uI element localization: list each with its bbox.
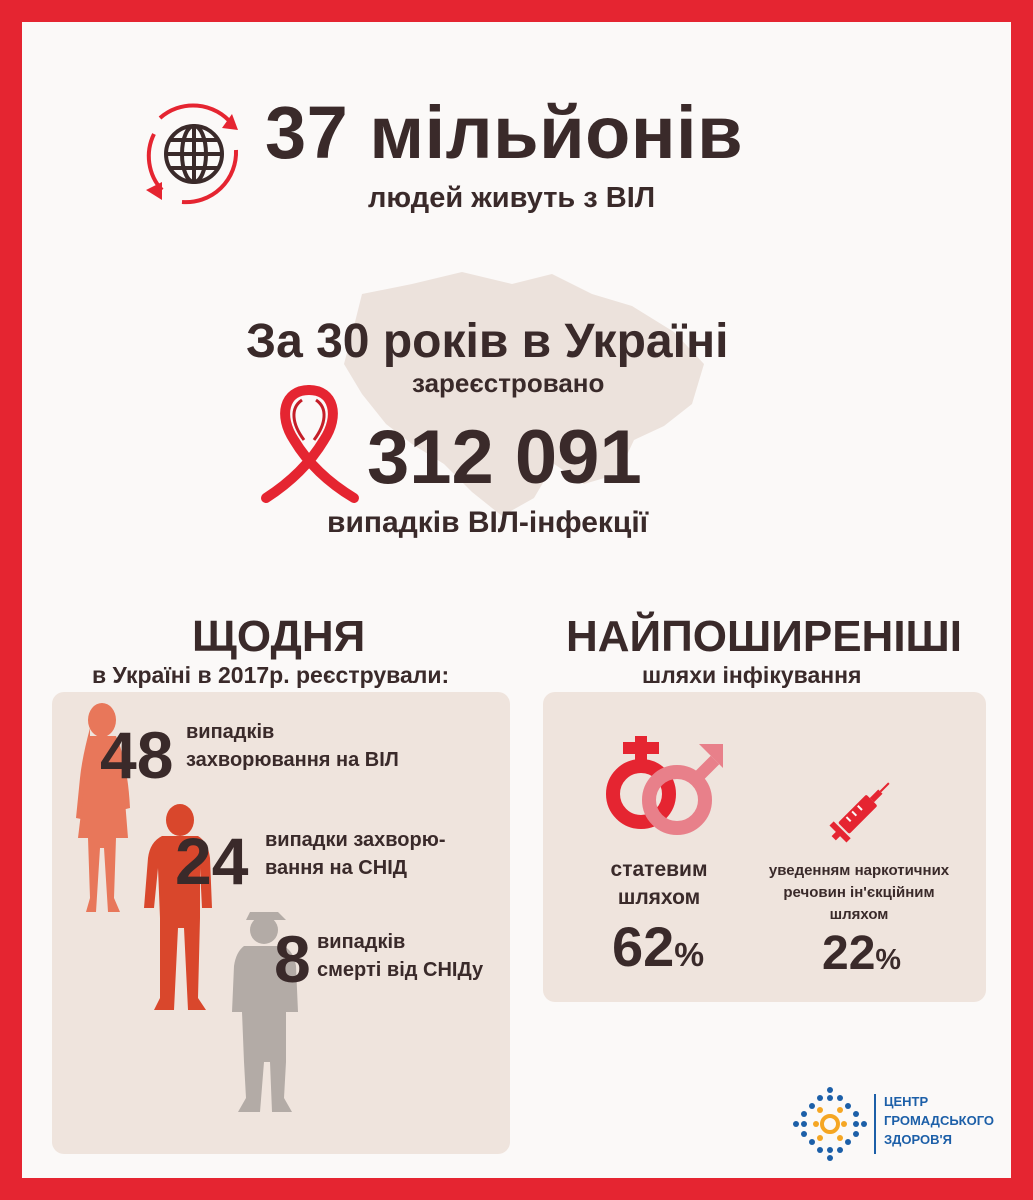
cases-number: 312 091	[367, 415, 642, 500]
daily-stat-label-line: випадки захворю-	[265, 829, 446, 851]
route-percent-sign: %	[674, 937, 705, 974]
route-percent	[822, 926, 901, 981]
route-label	[604, 856, 714, 912]
daily-heading: ЩОДНЯ	[192, 612, 366, 661]
daily-stat-value: 24	[175, 824, 249, 898]
daily-stat-label-line: захворювання на ВІЛ	[186, 749, 399, 771]
route-percent	[612, 914, 704, 979]
logo-text-line: ГРОМАДСЬКОГО	[884, 1113, 995, 1128]
logo-text-line: ЗДОРОВ'Я	[884, 1132, 952, 1147]
cases-label: випадків ВІЛ-інфекції	[327, 506, 649, 539]
routes-heading: НАЙПОШИРЕНІШІ	[566, 612, 962, 661]
logo-divider	[874, 1094, 876, 1154]
gender-symbols-icon	[599, 722, 729, 852]
headline-number: 37 мільйонів	[265, 91, 744, 174]
route-percent-value: 62	[612, 915, 675, 978]
public-health-center-logo-icon	[790, 1084, 870, 1164]
route-percent-value: 22	[822, 927, 876, 980]
daily-stat-value: 48	[100, 718, 174, 792]
daily-stat-label-line: випадків	[317, 931, 406, 953]
ukraine-registered-label: зареєстровано	[412, 368, 605, 398]
route-label-line: шляхом	[829, 906, 889, 923]
daily-stat-label	[265, 826, 445, 882]
route-label-line: речовин ін'єкційним	[783, 884, 935, 901]
daily-stat-label-line: вання на СНІД	[265, 857, 407, 879]
infographic-frame	[22, 22, 1011, 1178]
route-label-line: уведенням наркотичних	[768, 862, 950, 879]
logo-text-line: ЦЕНТР	[884, 1094, 929, 1109]
logo-text	[884, 1092, 994, 1149]
daily-stat-label-line: смерті від СНІДу	[317, 959, 484, 981]
route-label-line: шляхом	[617, 886, 701, 909]
daily-subheading: в Україні в 2017р. реєстрували:	[92, 662, 450, 688]
route-label-line: статевим	[610, 858, 708, 881]
daily-stat-label-line: випадків	[186, 721, 275, 743]
syringe-icon	[822, 770, 902, 850]
daily-stat-label	[317, 928, 483, 984]
ukraine-title: За 30 років в Україні	[246, 315, 729, 368]
headline-subtitle: людей живуть з ВІЛ	[368, 182, 656, 214]
globe-icon	[132, 94, 252, 214]
routes-subheading: шляхи інфікування	[642, 662, 862, 688]
route-percent-sign: %	[875, 944, 901, 976]
daily-stat-label	[186, 718, 399, 774]
daily-stat-value: 8	[274, 922, 311, 996]
ribbon-icon	[254, 380, 364, 510]
route-label	[754, 860, 964, 926]
